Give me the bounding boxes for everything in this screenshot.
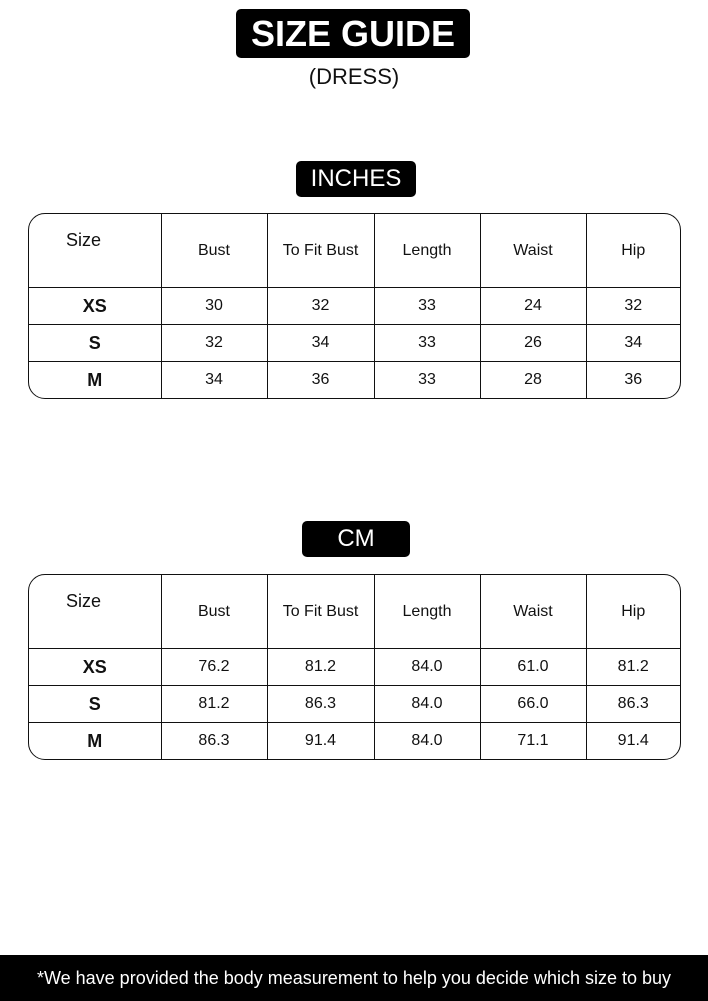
table-row [29, 649, 680, 686]
table-row [29, 723, 680, 760]
length-cell: 33 [374, 362, 480, 399]
column-header-hip: Hip [586, 575, 680, 649]
length-cell: 84.0 [374, 723, 480, 760]
table-header-row [29, 214, 680, 288]
table-row [29, 686, 680, 723]
size-cell: M [29, 362, 161, 399]
table-row [29, 325, 680, 362]
length-cell: 33 [374, 288, 480, 325]
waist-cell: 71.1 [480, 723, 586, 760]
column-header-size: Size [29, 575, 161, 649]
waist-cell: 26 [480, 325, 586, 362]
column-header-size: Size [29, 214, 161, 288]
column-header-length: Length [374, 575, 480, 649]
column-header-bust: Bust [161, 575, 267, 649]
to-fit-bust-cell: 86.3 [267, 686, 374, 723]
to-fit-bust-cell: 91.4 [267, 723, 374, 760]
bust-cell: 32 [161, 325, 267, 362]
to-fit-bust-cell: 36 [267, 362, 374, 399]
hip-cell: 91.4 [617, 732, 649, 749]
waist-cell: 24 [480, 288, 586, 325]
to-fit-bust-cell: 81.2 [267, 649, 374, 686]
column-header-bust: Bust [161, 214, 267, 288]
size-cell: S [29, 325, 161, 362]
bust-cell: 86.3 [161, 723, 267, 760]
size-cell: S [29, 686, 161, 723]
waist-cell: 66.0 [480, 686, 586, 723]
size-cell: XS [29, 288, 161, 325]
waist-cell: 61.0 [480, 649, 586, 686]
cm-size-table [28, 574, 681, 760]
bust-cell: 34 [161, 362, 267, 399]
column-header-length: Length [374, 214, 480, 288]
to-fit-bust-cell: 34 [267, 325, 374, 362]
footer-note: *We have provided the body measurement to help you decide which size to buy [0, 955, 708, 1001]
length-cell: 84.0 [374, 649, 480, 686]
hip-cell: 86.3 [586, 686, 680, 723]
size-cell: M [29, 723, 161, 760]
page-title: SIZE GUIDE [236, 9, 470, 58]
inches-size-table [28, 213, 681, 399]
hip-cell: 32 [586, 288, 680, 325]
length-cell: 33 [374, 325, 480, 362]
bust-cell: 76.2 [161, 649, 267, 686]
to-fit-bust-cell: 32 [267, 288, 374, 325]
column-header-waist: Waist [480, 575, 586, 649]
column-header-hip: Hip [586, 214, 680, 288]
column-header-waist: Waist [480, 214, 586, 288]
length-cell: 84.0 [374, 686, 480, 723]
waist-cell: 28 [480, 362, 586, 399]
hip-cell: 81.2 [586, 649, 680, 686]
table-header-row [29, 575, 680, 649]
hip-cell: 34 [586, 325, 680, 362]
bust-cell: 30 [161, 288, 267, 325]
hip-cell: 36 [624, 371, 643, 388]
page-subtitle: (DRESS) [308, 64, 400, 89]
table-row [29, 288, 680, 325]
inches-section-label: INCHES [296, 161, 416, 197]
cm-section-label: CM [302, 521, 410, 557]
size-cell: XS [29, 649, 161, 686]
table-row [29, 362, 680, 399]
column-header-to-fit-bust: To Fit Bust [267, 214, 374, 288]
column-header-to-fit-bust: To Fit Bust [267, 575, 374, 649]
bust-cell: 81.2 [161, 686, 267, 723]
